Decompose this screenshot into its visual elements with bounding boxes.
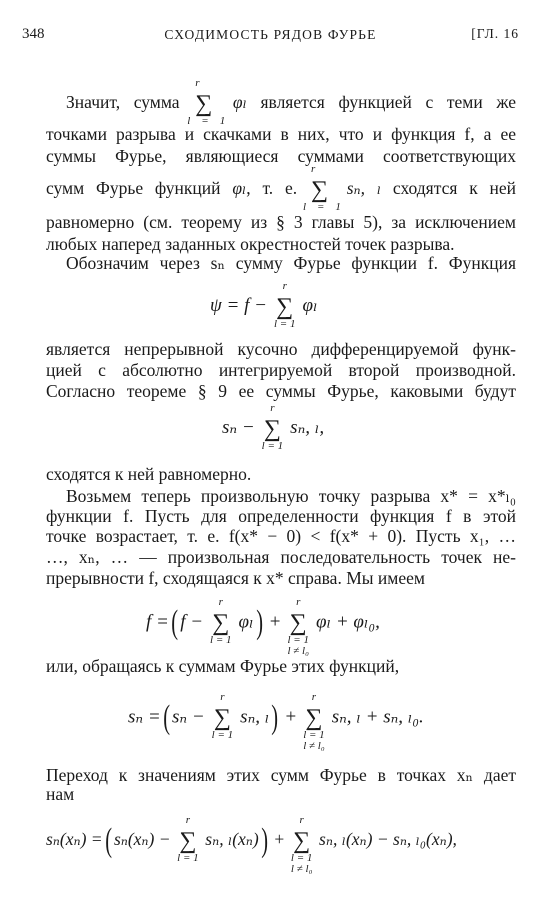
- running-header: [22, 26, 519, 48]
- text-line-8: является непрерывной кусочно дифференцируемой функ-: [46, 339, 516, 359]
- formula-psi: ψ = f − r ∑ l = 1 φₗ: [210, 279, 318, 330]
- text-line-12: Возьмем теперь произвольную точку разрыва x* = x*ₗ₀: [66, 486, 516, 506]
- text-line-6: любых наперед заданных окрестностей точек разрыва.: [46, 234, 455, 254]
- text-fragment: сходятся к ней: [392, 178, 517, 198]
- text-line-19: нам: [46, 784, 75, 804]
- text-line-7: Обозначим через sₙ сумму Фурье функции f. Функция: [66, 253, 516, 273]
- text-line-16: прерывности f, сходящаяся к x* справа. Мы имеем: [46, 568, 425, 588]
- formula-f-decomposition: f =( f − r ∑ l = 1 φₗ) + r ∑ l = 1 l ≠ l₀ φₗ + φₗ₀,: [146, 596, 380, 657]
- text-line-11: сходятся к ней равномерно.: [46, 464, 252, 484]
- phi-l: φₗ: [232, 92, 247, 112]
- text-line-9: цией с абсолютно интегрируемой второй производной.: [46, 360, 516, 380]
- text-line-18: Переход к значениям этих сумм Фурье в точках xₙ дает: [46, 765, 516, 785]
- text-fragment: является функцией с теми же: [260, 92, 517, 112]
- s-nl: sₙ, ₗ: [346, 178, 382, 198]
- text-line-13: функции f. Пусть для определенности функция f в этой: [46, 506, 516, 526]
- formula-sn-at-xn: sₙ(xₙ) =( sₙ(xₙ) − r ∑ l = 1 sₙ, ₗ(xₙ)) + r ∑ l = 1 l ≠ l₀ sₙ, ₗ(xₙ) − sₙ, ₗ₀(xₙ),: [46, 814, 457, 875]
- running-title: СХОДИМОСТЬ РЯДОВ ФУРЬЕ: [164, 27, 377, 42]
- text-line-17: или, обращаясь к суммам Фурье этих функций,: [46, 656, 400, 676]
- text-line-14: точке возрастает, т. е. f(x* − 0) < f(x* + 0). Пусть x₁, …: [46, 526, 516, 546]
- summation-symbol: r ∑ l = 1: [302, 162, 341, 213]
- formula-sn-decomposition: sₙ =( sₙ − r ∑ l = 1 sₙ, ₗ) + r ∑ l = 1 l ≠ l₀ sₙ, ₗ + sₙ, ₗ₀.: [128, 691, 424, 752]
- text-line-1: [66, 76, 517, 127]
- chapter-marker: [ГЛ. 16: [471, 26, 519, 41]
- phi-l: φₗ: [232, 178, 247, 198]
- page-number: 348: [22, 26, 45, 42]
- text-line-5: равномерно (см. теорему из § 3 главы 5), за исключением: [46, 212, 516, 232]
- text-fragment: т. е.: [262, 178, 298, 198]
- text-line-10: Согласно теореме § 9 ее суммы Фурье, каковыми будут: [46, 381, 516, 401]
- text-line-15: …, xₙ, … — произвольная последовательность точек не-: [46, 547, 516, 567]
- text-line-2: точками разрыва и скачками в них, что и функция f, а ее: [46, 124, 516, 144]
- text-line-3: суммы Фурье, являющиеся суммами соответствующих: [46, 146, 516, 166]
- text-fragment: сумм Фурье функций: [46, 178, 221, 198]
- formula-sn-difference: sₙ − r ∑ l = 1 sₙ, ₗ,: [222, 401, 325, 452]
- summation-symbol: r ∑ l = 1: [187, 76, 226, 127]
- text-line-4: сумм Фурье функций φₗ, т. е. r ∑ l = 1 sₙ, ₗ сходятся к ней: [46, 162, 517, 213]
- text-fragment: Значит, сумма: [66, 92, 180, 112]
